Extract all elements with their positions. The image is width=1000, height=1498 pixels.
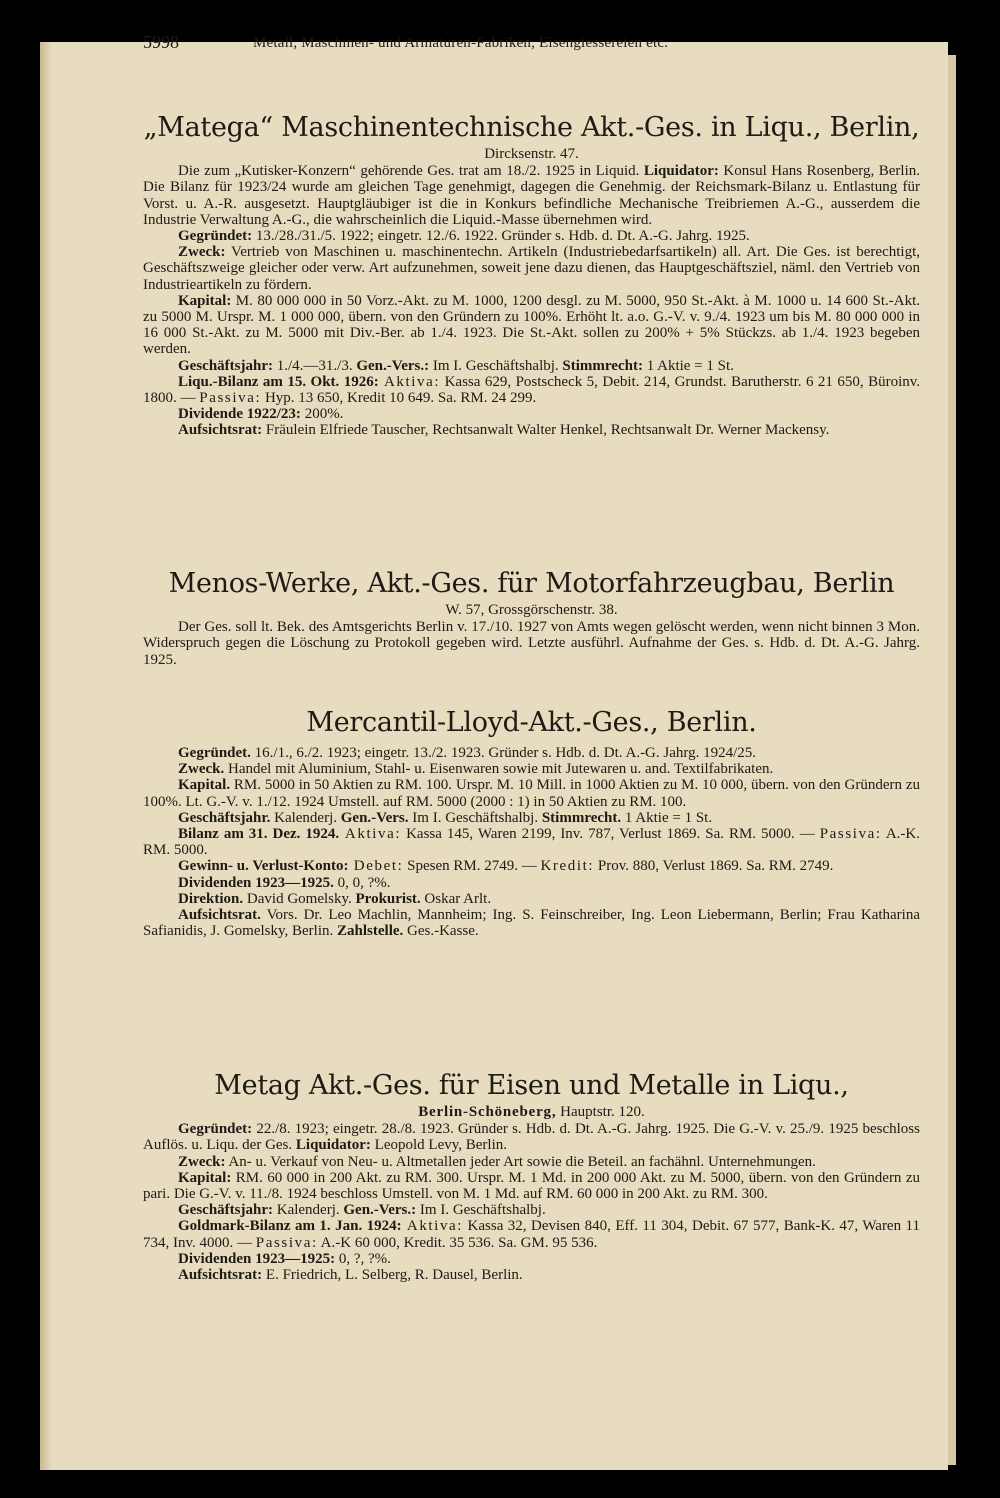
- entry-paragraph: Zweck: An- u. Verkauf von Neu- u. Altmetallen jeder Art sowie die Beteil. an fachähnl. Unternehmungen.: [178, 1153, 816, 1170]
- page-number: 5998: [143, 32, 179, 52]
- entry-address: Berlin-Schöneberg, Hauptstr. 120.: [418, 1104, 645, 1120]
- entry-address: Dircksenstr. 47.: [484, 146, 579, 162]
- entry-paragraph: Gewinn- u. Verlust-Konto: Debet: Spesen RM. 2749. — Kredit: Prov. 880, Verlust 1869. Sa. RM. 2749.: [178, 858, 834, 875]
- page-gutter-shadow: [40, 42, 52, 1470]
- entry-paragraph: Goldmark-Bilanz am 1. Jan. 1924: Aktiva: Kassa 32, Devisen 840, Eff. 11 304, Debit. 67 577, Bank-K. 47, Waren 11 734, Inv. 4000. — Passiva: A.-K 60 000, Kredit. 35 536. Sa. GM. 95 536.: [143, 1218, 920, 1251]
- entry-paragraph: Aufsichtsrat: Fräulein Elfriede Tauscher, Rechtsanwalt Walter Henkel, Rechtsanwalt Dr. Werner Mackensy.: [178, 422, 830, 439]
- entry-paragraph: Gegründet. 16./1., 6./2. 1923; eingetr. 13./2. 1923. Gründer s. Hdb. d. Dt. A.-G. Jahrg. 1924/25.: [178, 745, 757, 761]
- entry-title: Menos-Werke, Akt.-Ges. für Motorfahrzeugbau, Berlin: [168, 568, 895, 599]
- entry-title: „Matega“ Maschinentechnische Akt.-Ges. in Liqu., Berlin,: [143, 112, 920, 143]
- entry-metag: [143, 1070, 920, 1283]
- entry-paragraph: Geschäftsjahr. Kalenderj. Gen.-Vers. Im I. Geschäftshalbj. Stimmrecht. 1 Aktie = 1 St.: [178, 809, 713, 826]
- entry-paragraph: Bilanz am 31. Dez. 1924. Aktiva: Kassa 145, Waren 2199, Inv. 787, Verlust 1869. Sa. RM. 5000. — Passiva: A.-K. RM. 5000.: [143, 826, 921, 859]
- entry-paragraph: Geschäftsjahr: Kalenderj. Gen.-Vers.: Im I. Geschäftshalbj.: [178, 1202, 546, 1219]
- entry-paragraph: Dividende 1922/23: 200%.: [178, 406, 344, 423]
- entry-paragraph: Kapital: M. 80 000 000 in 50 Vorz.-Akt. zu M. 1000, 1200 desgl. zu M. 5000, 950 St.-Akt. à M. 1000 u. 14 600 St.-Akt. zu 5000 M. Urspr. M. 1 000 000, übern. von den Gründern zu 100%. Erhöht lt. a.o. G.-V. v. 9./4. 1923 um bis M. 80 000 000 in 16 000 St.-Akt. zu M. 5000 mit Div.-Ber. ab 1./4. 1923. Die St.-Akt. sollen zu 200% + 5% Stückzs. ab 1./4. 1923 begeben werden.: [143, 292, 920, 358]
- entry-paragraph: Zweck. Handel mit Aluminium, Stahl- u. Eisenwaren sowie mit Jutewaren u. and. Textilfabrikaten.: [178, 761, 774, 778]
- entry-paragraph: Dividenden 1923—1925: 0, ?, ?%.: [178, 1250, 391, 1267]
- entry-paragraph: Dividenden 1923—1925. 0, 0, ?%.: [178, 874, 391, 891]
- entry-paragraph: Liqu.-Bilanz am 15. Okt. 1926: Aktiva: Kassa 629, Postscheck 5, Debit. 214, Grundst. Barutherstr. 6 21 650, Büroinv. 1800. — Passiva: Hyp. 13 650, Kredit 10 649. Sa. RM. 24 299.: [143, 373, 921, 407]
- running-header: [143, 34, 920, 54]
- entry-paragraph: Kapital. RM. 5000 in 50 Aktien zu RM. 100. Urspr. M. 10 Mill. in 1000 Aktien zu M. 10 000, übern. von den Gründern zu 100%. Lt. G.-V. v. 1./12. 1924 Umstell. auf RM. 5000 (2000 : 1) in 50 Aktien zu RM. 100.: [143, 777, 920, 810]
- entry-paragraph: Der Ges. soll lt. Bek. des Amtsgerichts Berlin v. 17./10. 1927 von Amts wegen gelöscht werden, wenn nicht binnen 3 Mon. Widerspruch gegen die Löschung zu Protokoll gegeben wird. Letzte ausführl. Aufnahme der Ges. s. Hdb. d. Dt. A.-G. Jahrg. 1925.: [143, 619, 920, 668]
- page-edge: [948, 55, 956, 1465]
- entry-paragraph: Kapital: RM. 60 000 in 200 Akt. zu RM. 300. Urspr. M. 1 Md. in 200 000 Akt. zu M. 5000, übern. von den Gründern zu pari. Die G.-V. v. 11./8. 1924 beschloss Umstell. von M. 1 Md. auf RM. 60 000 in 200 Akt. zu RM. 300.: [143, 1169, 920, 1203]
- entry-matega: [143, 112, 920, 439]
- entry-address: W. 57, Grossgörschenstr. 38.: [445, 602, 618, 618]
- entry-paragraph: Aufsichtsrat: E. Friedrich, L. Selberg, R. Dausel, Berlin.: [178, 1267, 523, 1284]
- entry-paragraph: Gegründet: 13./28./31./5. 1922; eingetr. 12./6. 1922. Gründer s. Hdb. d. Dt. A.-G. Jahrg. 1925.: [178, 228, 750, 245]
- entry-paragraph: Aufsichtsrat. Vors. Dr. Leo Machlin, Mannheim; Ing. S. Feinschreiber, Ing. Leon Liebermann, Berlin; Frau Katharina Safianidis, J. Gomelsky, Berlin. Zahlstelle. Ges.-Kasse.: [143, 907, 920, 940]
- entry-paragraph: Die zum „Kutisker-Konzern“ gehörende Ges. trat am 18./2. 1925 in Liquid. Liquidator: Konsul Hans Rosenberg, Berlin. Die Bilanz für 1923/24 wurde am gleichen Tage genehmigt, dagegen die Genehmig. der Reichsmark-Bilanz u. Entlastung für Vorst. u. A.-R. ausgesetzt. Hauptgläubiger ist die in Konkurs befindliche Mechanische Treibriemen A.-G., ausserdem die Industrie Verwaltung A.-G., die wahrscheinlich die Liquid.-Masse übernehmen wird.: [143, 163, 920, 228]
- entry-paragraph: Gegründet: 22./8. 1923; eingetr. 28./8. 1923. Gründer s. Hdb. d. Dt. A.-G. Jahrg. 1925. Die G.-V. v. 25./9. 1925 beschloss Auflös. u. Liqu. der Ges. Liquidator: Leopold Levy, Berlin.: [143, 1121, 920, 1154]
- entry-title: Mercantil-Lloyd-Akt.-Ges., Berlin.: [306, 707, 757, 738]
- running-title: Metall, Maschinen- und Armaturen-Fabriken, Eisengiessereien etc.: [253, 35, 669, 51]
- entry-paragraph: Direktion. David Gomelsky. Prokurist. Oskar Arlt.: [178, 890, 492, 907]
- entry-paragraph: Zweck: Vertrieb von Maschinen u. maschinentechn. Artikeln (Industriebedarfsartikeln) all. Art. Die Ges. ist berechtigt, Geschäftszweige gleicher oder verw. Art aufzunehmen, soweit jene dazu dienen, das Hauptgeschäftsziel, näml. den Vertrieb von Industrieartikeln zu fördern.: [143, 244, 920, 293]
- entry-mercantil: [143, 707, 920, 939]
- entry-title: Metag Akt.-Ges. für Eisen und Metalle in Liqu.,: [214, 1070, 849, 1101]
- entry-paragraph: Geschäftsjahr: 1./4.—31./3. Gen.-Vers.: Im I. Geschäftshalbj. Stimmrecht: 1 Aktie = 1 St.: [178, 357, 734, 374]
- entry-menos: [143, 568, 920, 668]
